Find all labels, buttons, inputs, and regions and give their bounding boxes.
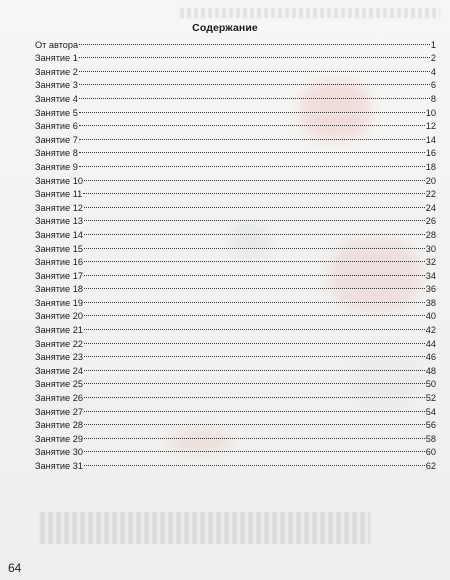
toc-entry (35, 455, 436, 469)
toc-dot-leader (84, 387, 425, 401)
toc-entry-label: Занятие 21 (35, 325, 83, 336)
toc-dot-leader (84, 211, 425, 225)
toc-entry (35, 279, 436, 293)
toc-entry-page: 36 (425, 284, 436, 295)
toc-dot-leader (84, 401, 425, 415)
toc-entry-page: 58 (425, 433, 436, 444)
toc-entry-label: Занятие 23 (35, 352, 83, 363)
toc-dot-leader (84, 442, 425, 456)
toc-entry (35, 88, 436, 102)
toc-entry (35, 75, 436, 89)
toc-entry-page: 16 (425, 148, 436, 159)
toc-dot-leader (84, 306, 425, 320)
toc-entry (35, 102, 436, 116)
toc-entry-page: 26 (425, 216, 436, 227)
toc-dot-leader (84, 374, 425, 388)
toc-dot-leader (84, 265, 425, 279)
toc-entry-page: 22 (425, 189, 436, 200)
toc-entry (35, 184, 436, 198)
toc-entry (35, 129, 436, 143)
toc-entry (35, 211, 436, 225)
toc-entry (35, 156, 436, 170)
toc-entry-label: Занятие 26 (35, 393, 83, 404)
toc-entry (35, 428, 436, 442)
toc-entry (35, 360, 436, 374)
toc-dot-leader (84, 415, 425, 429)
show-through-text (40, 512, 370, 544)
toc-entry-label: Занятие 31 (35, 461, 83, 471)
toc-entry-label: Занятие 24 (35, 365, 83, 376)
toc-entry-page: 12 (425, 121, 436, 132)
toc-entry-page: 48 (425, 365, 436, 376)
toc-dot-leader (79, 61, 430, 75)
toc-entry-page: 2 (430, 53, 436, 64)
toc-dot-leader (84, 292, 425, 306)
toc-entry-page: 46 (425, 352, 436, 363)
toc-dot-leader (84, 238, 425, 252)
toc-dot-leader (79, 88, 430, 102)
toc-entry-label: Занятие 25 (35, 379, 83, 390)
toc-dot-leader (79, 48, 430, 62)
toc-entry-label: От автора (35, 39, 79, 50)
toc-title: Содержание (192, 22, 258, 34)
toc-entry-label: Занятие 17 (35, 270, 83, 281)
toc-entry-page: 44 (425, 338, 436, 349)
toc-entry (35, 374, 436, 388)
toc-entry (35, 224, 436, 238)
toc-entry-label: Занятие 19 (35, 297, 83, 308)
toc-entry (35, 116, 436, 130)
toc-entry-page: 24 (425, 202, 436, 213)
toc-entry-page: 32 (425, 257, 436, 268)
toc-entry-page: 28 (425, 229, 436, 240)
toc-entry-label: Занятие 6 (35, 121, 78, 132)
toc-entry-label: Занятие 7 (35, 134, 78, 145)
toc-entry-page: 60 (425, 447, 436, 458)
toc-entry-page: 6 (430, 80, 436, 91)
toc-entry-label: Занятие 8 (35, 148, 78, 159)
page-number: 64 (8, 561, 22, 575)
toc-entry-page: 50 (425, 379, 436, 390)
toc-entry (35, 61, 436, 75)
toc-entry (35, 387, 436, 404)
toc-entry (35, 306, 436, 320)
toc-dot-leader (79, 156, 425, 170)
toc-entry (35, 401, 436, 415)
toc-entry-label: Занятие 29 (35, 433, 83, 444)
show-through-text (180, 8, 440, 18)
toc-dot-leader (79, 34, 430, 48)
toc-dot-leader (84, 170, 425, 184)
toc-entry-label: Занятие 30 (35, 447, 83, 458)
toc-entry-page: 1 (430, 39, 436, 50)
toc-entry-label: Занятие 20 (35, 311, 83, 322)
toc-entry (35, 265, 436, 279)
toc-entry (35, 442, 436, 456)
toc-entry-page: 62 (425, 461, 436, 471)
toc-dot-leader (84, 428, 425, 442)
toc-entry (35, 292, 436, 306)
toc-entry-label: Занятие 12 (35, 202, 83, 213)
toc-entry-label: Занятие 3 (35, 80, 78, 91)
toc-dot-leader (84, 319, 425, 333)
table-of-contents (35, 34, 436, 469)
toc-entry-page: 38 (425, 297, 436, 308)
toc-entry-label: Занятие 1 (35, 53, 78, 64)
toc-entry-label: Занятие 4 (35, 93, 78, 104)
toc-entry-page: 56 (425, 420, 436, 431)
toc-entry-label: Занятие 18 (35, 284, 83, 295)
toc-dot-leader (84, 224, 425, 238)
toc-dot-leader (84, 279, 425, 293)
toc-entry (35, 34, 436, 48)
toc-entry-page: 20 (425, 175, 436, 186)
toc-entry (35, 319, 436, 336)
toc-dot-leader (84, 360, 425, 374)
toc-dot-leader (84, 347, 425, 361)
toc-dot-leader (79, 75, 430, 89)
toc-entry-label: Занятие 16 (35, 257, 83, 268)
toc-dot-leader (83, 184, 425, 198)
toc-entry-page: 34 (425, 270, 436, 281)
toc-entry (35, 333, 436, 347)
toc-entry (35, 238, 436, 252)
toc-entry-label: Занятие 13 (35, 216, 83, 227)
toc-entry (35, 48, 436, 62)
toc-entry-label: Занятие 28 (35, 420, 83, 431)
toc-entry (35, 252, 436, 266)
toc-entry-page: 8 (430, 93, 436, 104)
toc-entry-label: Занятие 14 (35, 229, 83, 240)
toc-entry-page: 54 (425, 406, 436, 417)
toc-entry-page: 10 (425, 107, 436, 118)
toc-entry-page: 4 (430, 66, 436, 77)
toc-entry (35, 347, 436, 361)
toc-dot-leader (79, 116, 425, 130)
toc-entry-label: Занятие 15 (35, 243, 83, 254)
toc-entry (35, 143, 436, 157)
toc-entry-page: 18 (425, 161, 436, 172)
toc-entry (35, 415, 436, 429)
toc-dot-leader (84, 252, 425, 266)
toc-entry-page: 52 (425, 393, 436, 404)
toc-entry-label: Занятие 9 (35, 161, 78, 172)
toc-dot-leader (84, 333, 425, 347)
toc-entry-label: Занятие 22 (35, 338, 83, 349)
toc-dot-leader (84, 197, 425, 211)
toc-entry-label: Занятие 10 (35, 175, 83, 186)
toc-entry-label: Занятие 27 (35, 406, 83, 417)
toc-entry-page: 30 (425, 243, 436, 254)
toc-entry-page: 42 (425, 325, 436, 336)
toc-dot-leader (79, 129, 425, 143)
toc-entry-label: Занятие 5 (35, 107, 78, 118)
toc-entry-page: 40 (425, 311, 436, 322)
toc-entry-label: Занятие 2 (35, 66, 78, 77)
toc-entry (35, 197, 436, 211)
toc-entry (35, 170, 436, 184)
toc-dot-leader (79, 143, 425, 157)
toc-dot-leader (84, 455, 425, 469)
toc-dot-leader (79, 102, 425, 116)
toc-entry-page: 14 (425, 134, 436, 145)
toc-entry-label: Занятие 11 (35, 189, 83, 200)
